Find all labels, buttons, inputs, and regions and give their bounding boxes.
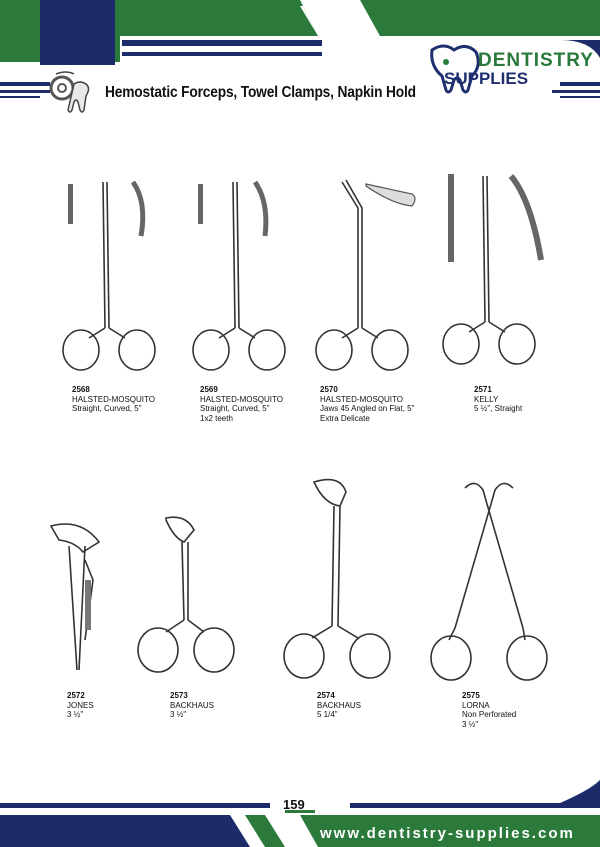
- product-code: 2571: [474, 385, 492, 394]
- instrument-image-2570: [308, 178, 428, 378]
- instrument-image-2572: [45, 520, 105, 680]
- product-spec: Non Perforated: [462, 710, 517, 719]
- product-spec: 3 ½": [170, 710, 187, 719]
- product-label-2572: [67, 691, 94, 720]
- instrument-image-2574: [278, 476, 398, 686]
- product-spec: 5 ½", Straight: [474, 404, 523, 413]
- instrument-image-2571: [435, 172, 555, 372]
- product-spec: 5 1/4": [317, 710, 338, 719]
- product-code: 2570: [320, 385, 338, 394]
- product-spec-extra: 3 ½": [462, 719, 479, 729]
- product-name: HALSTED-MOSQUITO: [320, 394, 403, 404]
- product-name: BACKHAUS: [317, 700, 362, 710]
- instrument-image-2569: [185, 178, 305, 378]
- product-spec-extra: Extra Delicate: [320, 413, 370, 423]
- page-number: 159: [283, 797, 305, 812]
- product-label-2569: [200, 385, 283, 423]
- instrument-image-2575: [425, 478, 555, 688]
- brand-name-line2: SUPPLIES: [444, 69, 529, 88]
- product-spec: 3 ½": [67, 710, 84, 719]
- product-name: KELLY: [474, 394, 499, 404]
- product-code: 2572: [67, 691, 85, 700]
- product-label-2571: [474, 385, 522, 414]
- brand-name-line1: DENTISTRY: [478, 50, 594, 71]
- product-name: BACKHAUS: [170, 700, 215, 710]
- product-label-2570: [320, 385, 414, 423]
- product-spec: Straight, Curved, 5": [200, 404, 270, 413]
- tooth-logo-icon: [48, 68, 96, 116]
- instrument-image-2568: [55, 178, 175, 378]
- website-url: www.dentistry-supplies.com: [320, 825, 575, 842]
- product-code: 2569: [200, 385, 218, 394]
- product-name: LORNA: [462, 700, 490, 710]
- product-name: HALSTED-MOSQUITO: [200, 394, 283, 404]
- product-label-2568: [72, 385, 155, 414]
- product-code: 2575: [462, 691, 480, 700]
- product-code: 2568: [72, 385, 90, 394]
- product-name: JONES: [67, 700, 94, 710]
- product-spec: Jaws 45 Angled on Flat, 5": [320, 404, 415, 413]
- product-spec-extra: 1x2 teeth: [200, 413, 233, 423]
- product-name: HALSTED-MOSQUITO: [72, 394, 155, 404]
- instrument-image-2573: [130, 512, 240, 682]
- page-title: Hemostatic Forceps, Towel Clamps, Napkin Hold: [105, 84, 416, 101]
- product-code: 2573: [170, 691, 188, 700]
- product-label-2573: [170, 691, 214, 720]
- product-code: 2574: [317, 691, 335, 700]
- product-label-2575: [462, 691, 516, 729]
- product-label-2574: [317, 691, 361, 720]
- product-spec: Straight, Curved, 5": [72, 404, 142, 413]
